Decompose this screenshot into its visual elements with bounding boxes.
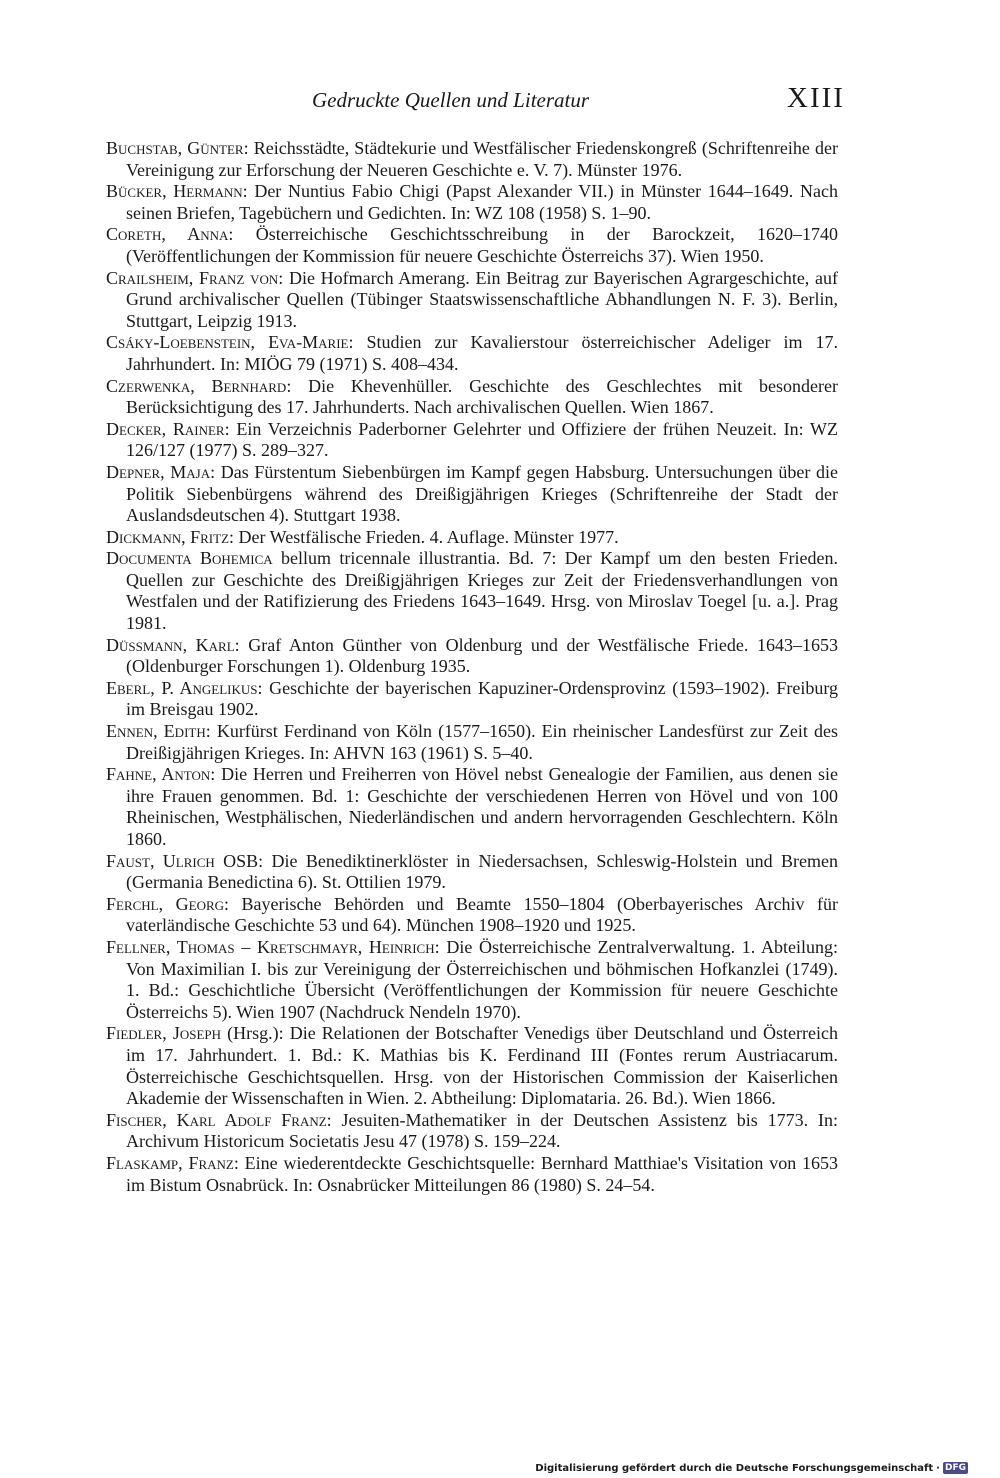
entry-author: Decker, Rainer: bbox=[106, 418, 230, 439]
entry-text: Der Nuntius Fabio Chigi (Papst Alexander VII.) in Münster 1644–1649. Nach seinen Briefen, Tagebüchern und Gedichten. In: WZ 108 (1958) S. 1–90. bbox=[126, 181, 838, 223]
entry-text: (Hrsg.): Die Relationen der Botschafter Venedigs über Deutschland und Österreich im 17. Jahrhundert. 1. Bd.: K. Mathias bis K. Ferdinand III (Fontes rerum Austriacarum. Österreichische Geschichtsquellen. Hrsg. von der Historischen Commission der Kaiserlichen Akademie der Wissenschaften in Wien. 2. Abtheilung: Diplomataria. 26. Bd.). Wien 1866. bbox=[126, 1023, 838, 1109]
bibliography-entry bbox=[106, 548, 838, 634]
entry-text: Die Hofmarch Amerang. Ein Beitrag zur Bayerischen Agrargeschichte, auf Grund archivalischer Quellen (Tübinger Staatswissenschaftliche Abhandlungen N. F. 3). Berlin, Stuttgart, Leipzig 1913. bbox=[126, 267, 838, 331]
entry-text: Studien zur Kavalierstour österreichischer Adeliger im 17. Jahrhundert. In: MIÖG 79 (1971) S. 408–434. bbox=[126, 332, 838, 374]
entry-text: Der Westfälische Frieden. 4. Auflage. Münster 1977. bbox=[234, 526, 619, 547]
entry-author: Depner, Maja: bbox=[106, 461, 216, 482]
dfg-logo-icon: DFG bbox=[944, 1463, 966, 1473]
entry-author: Crailsheim, Franz von: bbox=[106, 267, 284, 288]
bibliography-entry bbox=[106, 332, 838, 375]
bibliography-entry bbox=[106, 1110, 838, 1153]
bibliography-entry bbox=[106, 937, 838, 1023]
entry-text: OSB: Die Benediktinerklöster in Niedersachsen, Schleswig-Holstein und Bremen (Germania Benedictina 6). St. Ottilien 1979. bbox=[126, 850, 838, 893]
entry-author: Dickmann, Fritz: bbox=[106, 526, 235, 547]
bibliography-entry bbox=[106, 851, 838, 894]
bibliography-entry bbox=[106, 224, 838, 267]
entry-author: Flaskamp, Franz: bbox=[106, 1152, 239, 1173]
bibliography-entry bbox=[106, 635, 838, 678]
entry-text: Eine wiederentdeckte Geschichtsquelle: Bernhard Matthiae's Visitation von 1653 im Bistum Osnabrück. In: Osnabrücker Mitteilungen 86 (1980) S. 24–54. bbox=[126, 1152, 838, 1195]
entry-author: Eberl, P. Angelikus: bbox=[106, 677, 263, 698]
page-number: XIII bbox=[787, 82, 845, 114]
entry-author: Csáky-Loebenstein, Eva-Marie: bbox=[106, 332, 354, 353]
credit-text: Digitalisierung gefördert durch die Deutsche Forschungsgemeinschaft bbox=[535, 1462, 934, 1474]
bibliography-entry bbox=[106, 419, 838, 462]
bibliography-entry bbox=[106, 1153, 838, 1196]
entry-author: Czerwenka, Bernhard: bbox=[106, 375, 292, 396]
entry-author: Faust, Ulrich bbox=[106, 850, 215, 871]
entry-author: Ennen, Edith: bbox=[106, 721, 211, 742]
entry-text: Die Herren und Freiherren von Hövel nebst Genealogie der Familien, aus denen sie ihre Frauen genommen. Bd. 1: Geschichte der verschiedenen Herren von Hövel und von 100 Rheinischen, Westphälischen, Niederländischen und andern hervorragenden Geschlechtern. Köln 1860. bbox=[126, 764, 838, 849]
entry-text: Ein Verzeichnis Paderborner Gelehrter und Offiziere der frühen Neuzeit. In: WZ 126/127 (1977) S. 289–327. bbox=[126, 418, 838, 461]
entry-text: Jesuiten-Mathematiker in der Deutschen Assistenz bis 1773. In: Archivum Historicum Societatis Jesu 47 (1978) S. 159–224. bbox=[126, 1109, 838, 1152]
entry-author: Fellner, Thomas – Kretschmayr, Heinrich: bbox=[106, 936, 440, 957]
entry-author: Fahne, Anton: bbox=[106, 764, 216, 785]
entry-text: Das Fürstentum Siebenbürgen im Kampf gegen Habsburg. Untersuchungen über die Politik Siebenbürgens während des Dreißigjährigen Krieges (Schriftenreihe der Stadt der Auslandsdeutschen 4). Stuttgart 1938. bbox=[126, 461, 839, 526]
entry-author: Düssmann, Karl: bbox=[106, 634, 240, 655]
bibliography-entry bbox=[106, 462, 838, 527]
bibliography-entry bbox=[106, 764, 838, 850]
bibliography-entry bbox=[106, 268, 838, 333]
entry-text: Kurfürst Ferdinand von Köln (1577–1650). Ein rheinischer Landesfürst zur Zeit des Dreißigjährigen Krieges. In: AHVN 163 (1961) S. 5–40. bbox=[126, 721, 838, 763]
bibliography-entry bbox=[106, 181, 838, 224]
entry-text: Die Khevenhüller. Geschichte des Geschlechtes mit besonderer Berücksichtigung des 17. Jahrhunderts. Nach archivalischen Quellen. Wien 1867. bbox=[126, 375, 838, 418]
entry-author: Fiedler, Joseph bbox=[106, 1023, 222, 1044]
bibliography-list bbox=[106, 138, 838, 1196]
entry-text: Österreichische Geschichtsschreibung in der Barockzeit, 1620–1740 (Veröffentlichungen der Kommission für neuere Geschichte Österreichs 37). Wien 1950. bbox=[126, 224, 838, 266]
entry-text: Geschichte der bayerischen Kapuziner-Ordensprovinz (1593–1902). Freiburg im Breisgau 1902. bbox=[126, 677, 838, 720]
bibliography-entry bbox=[106, 376, 838, 419]
entry-author: Bücker, Hermann: bbox=[106, 181, 248, 202]
entry-author: Buchstab, Günter: bbox=[106, 138, 249, 158]
credit-separator: · bbox=[936, 1462, 940, 1474]
bibliography-entry bbox=[106, 721, 838, 764]
entry-author: Fischer, Karl Adolf Franz: bbox=[106, 1109, 332, 1130]
entry-author: Coreth, Anna: bbox=[106, 224, 234, 245]
bibliography-entry bbox=[106, 894, 838, 937]
running-title: Gedruckte Quellen und Literatur bbox=[312, 88, 590, 112]
bibliography-entry bbox=[106, 1023, 838, 1109]
entry-text: Die Österreichische Zentralverwaltung. 1. Abteilung: Von Maximilian I. bis zur Vereinigung der Österreichischen und böhmischen Hofkanzlei (1749). 1. Bd.: Geschichtliche Übersicht (Veröffentlichungen der Kommission für neuere Geschichte Österreichs 5). Wien 1907 (Nachdruck Nendeln 1970). bbox=[126, 936, 838, 1022]
bibliography-entry bbox=[106, 138, 838, 181]
entry-author: Ferchl, Georg: bbox=[106, 893, 230, 914]
entry-author: Documenta Bohemica bbox=[106, 548, 273, 569]
entry-text: bellum tricennale illustrantia. Bd. 7: Der Kampf um den besten Frieden. Quellen zur Geschichte des Dreißigjährigen Krieges zur Zeit der Friedensverhandlungen von Westfalen und der Ratifizierung des Friedens 1643–1649. Hrsg. von Miroslav Toegel [u. a.]. Prag 1981. bbox=[126, 548, 838, 634]
entry-text: Bayerische Behörden und Beamte 1550–1804 (Oberbayerisches Archiv für vaterländische Geschichte 53 und 64). München 1908–1920 und 1925. bbox=[126, 893, 838, 936]
digitization-credit bbox=[535, 1462, 968, 1474]
entry-text: Reichsstädte, Städtekurie und Westfälischer Friedenskongreß (Schriftenreihe der Vereinigung zur Erforschung der Neueren Geschichte e. V. 7). Münster 1976. bbox=[126, 138, 838, 180]
bibliography-entry bbox=[106, 678, 838, 721]
entry-text: Graf Anton Günther von Oldenburg und der Westfälische Friede. 1643–1653 (Oldenburger Forschungen 1). Oldenburg 1935. bbox=[126, 634, 839, 677]
bibliography-entry bbox=[106, 527, 838, 549]
